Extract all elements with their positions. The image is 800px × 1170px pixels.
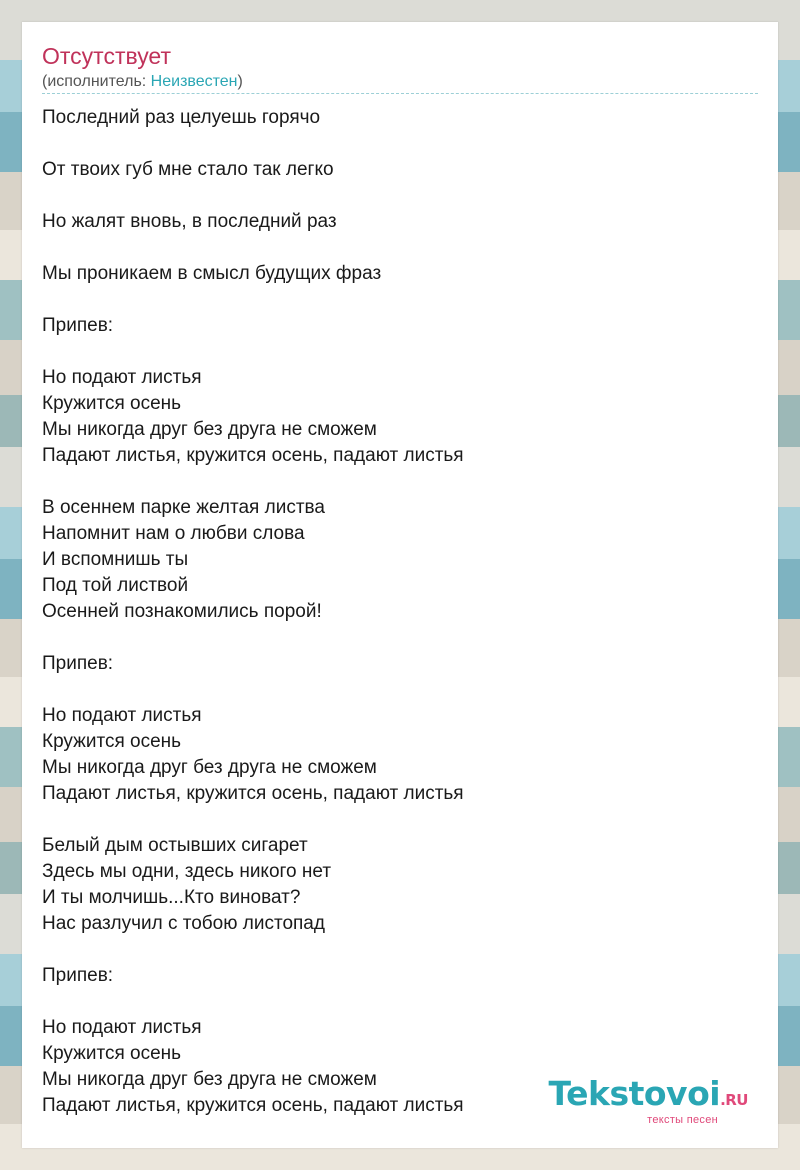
lyric-line: Осенней познакомились порой! (42, 601, 322, 622)
lyrics-sheet (22, 22, 778, 1148)
blank-line (42, 937, 758, 963)
artist-prefix: (исполнитель: (42, 73, 151, 90)
lyric-line: Последний раз целуешь горячо (42, 107, 321, 128)
blank-line (42, 183, 758, 209)
lyric-line: Кружится осень (42, 393, 182, 414)
lyric-line: Припев: (42, 653, 114, 674)
lyric-line: Припев: (42, 315, 114, 336)
lyric-line: Нас разлучил с тобою листопад (42, 913, 325, 934)
logo-tld: .RU (720, 1091, 748, 1109)
lyric-line: Под той листвой (42, 575, 189, 596)
lyric-line: Белый дым остывших сигарет (42, 835, 308, 856)
blank-line (42, 625, 758, 651)
logo-wordmark (548, 1074, 748, 1117)
blank-line (42, 989, 758, 1015)
lyric-line: Мы проникаем в смысл будущих фраз (42, 263, 382, 284)
lyric-line: Здесь мы одни, здесь никого нет (42, 861, 332, 882)
lyric-line: Кружится осень (42, 731, 182, 752)
lyric-line: И ты молчишь...Кто виноват? (42, 887, 301, 908)
lyric-line: Кружится осень (42, 1043, 182, 1064)
blank-line (42, 677, 758, 703)
logo-name: Tekstovoi (548, 1074, 721, 1113)
lyric-line: Но подают листья (42, 1017, 202, 1038)
lyric-line: От твоих губ мне стало так легко (42, 159, 334, 180)
blank-line (42, 469, 758, 495)
blank-line (42, 287, 758, 313)
lyric-line: Но подают листья (42, 367, 202, 388)
blank-line (42, 235, 758, 261)
lyric-line: В осеннем парке желтая листва (42, 497, 325, 518)
lyric-line: Но жалят вновь, в последний раз (42, 211, 337, 232)
lyric-line: Мы никогда друг без друга не сможем (42, 1069, 377, 1090)
blank-line (42, 131, 758, 157)
lyric-line: Припев: (42, 965, 114, 986)
lyric-line: Падают листья, кружится осень, падают листья (42, 1095, 464, 1116)
lyric-line: Падают листья, кружится осень, падают листья (42, 445, 464, 466)
lyric-line: Мы никогда друг без друга не сможем (42, 419, 377, 440)
lyric-line: И вспомнишь ты (42, 549, 189, 570)
artist-line (42, 72, 243, 92)
lyric-line: Мы никогда друг без друга не сможем (42, 757, 377, 778)
lyric-line: Падают листья, кружится осень, падают листья (42, 783, 464, 804)
logo-subtitle: тексты песен (647, 1114, 718, 1126)
blank-line (42, 339, 758, 365)
lyrics-body (42, 105, 758, 1119)
site-logo (548, 1074, 748, 1126)
song-title: Отсутствует (42, 43, 171, 69)
title-divider (42, 93, 758, 94)
artist-link[interactable]: Неизвестен (150, 73, 238, 90)
blank-line (42, 807, 758, 833)
artist-suffix: ) (237, 73, 243, 90)
lyric-line: Напомнит нам о любви слова (42, 523, 305, 544)
lyric-line: Но подают листья (42, 705, 202, 726)
